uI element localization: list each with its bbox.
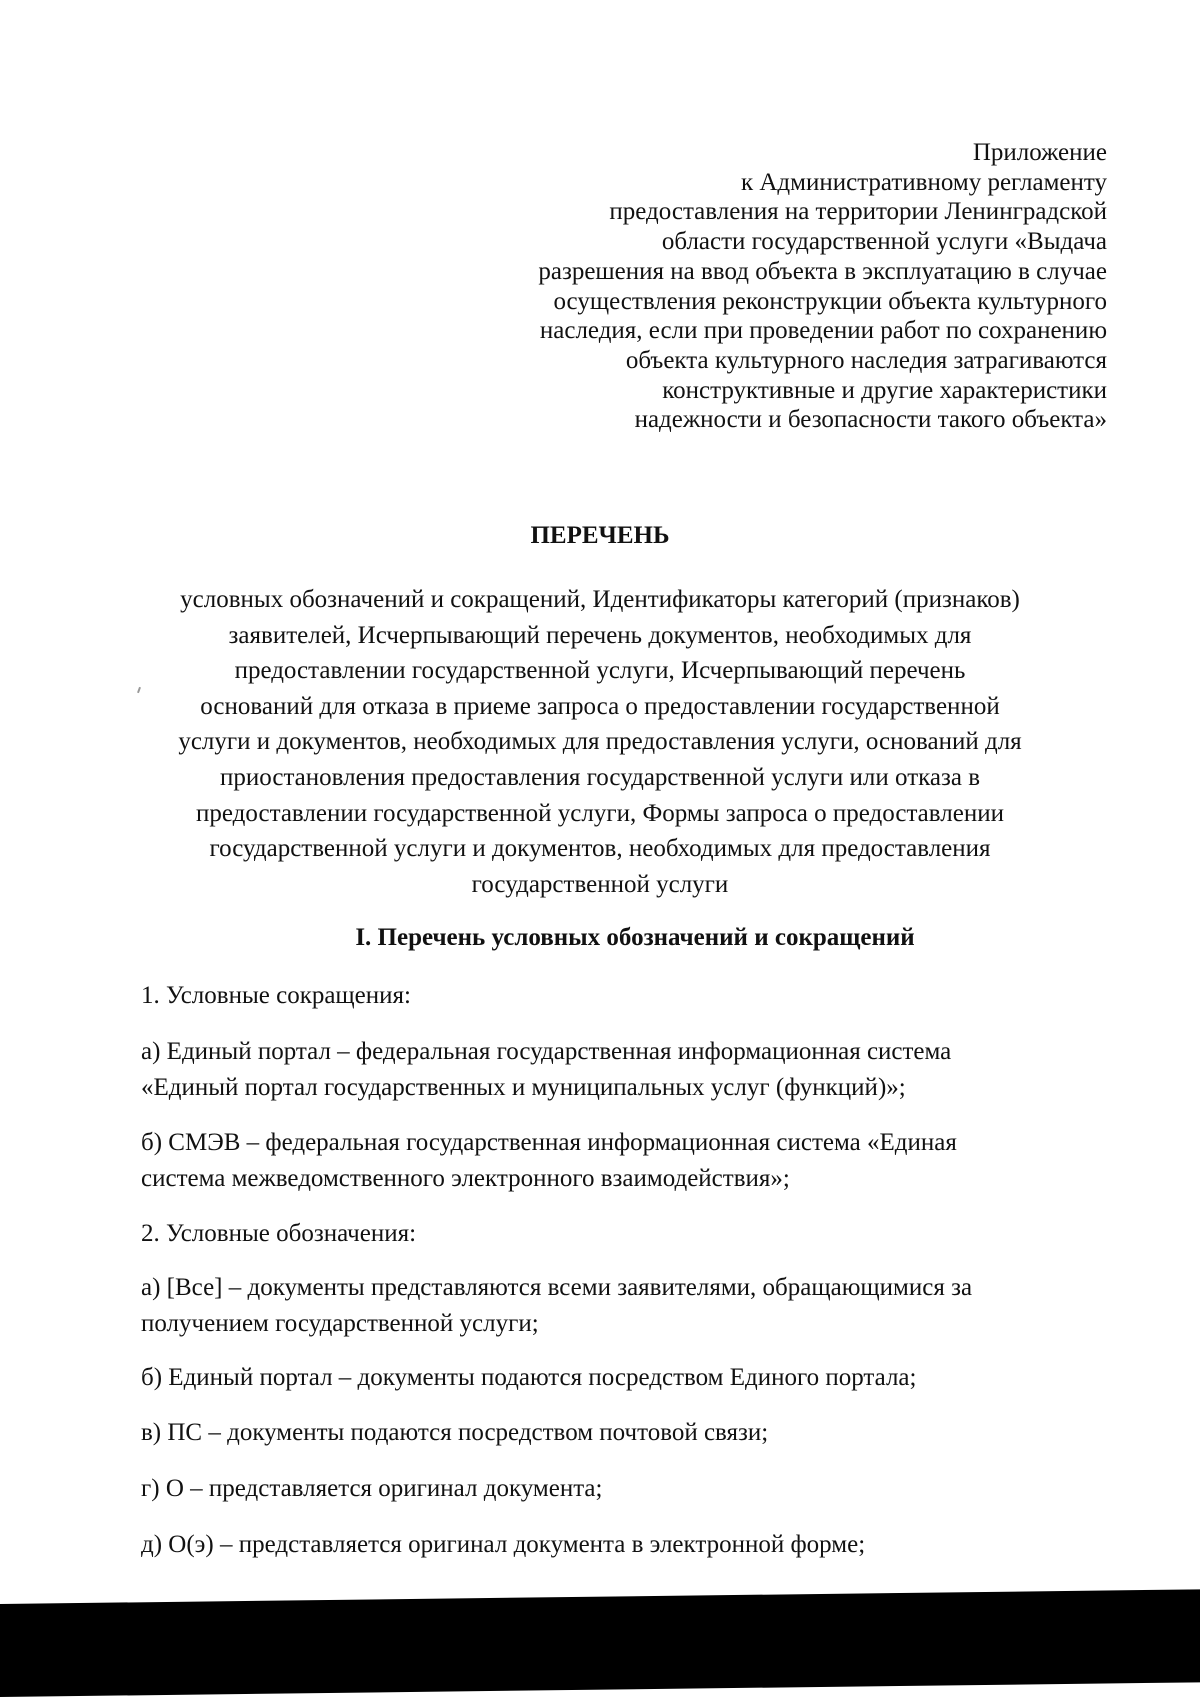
subtitle-line: предоставлении государственной услуги, Исчерпывающий перечень (234, 657, 966, 685)
appendix-line: к Административному регламенту (740, 168, 1107, 196)
subtitle-line: заявителей, Исчерпывающий перечень документов, необходимых для (228, 621, 972, 649)
paragraph-line: получением государственной услуги; (141, 1309, 539, 1337)
subtitle-line: предоставлении государственной услуги, Формы запроса о предоставлении (196, 799, 1004, 827)
paragraph-line: б) СМЭВ – федеральная государственная информационная система «Единая (141, 1129, 957, 1156)
appendix-line: предоставления на территории Ленинградской (609, 198, 1107, 226)
paragraph-designation-portal (141, 1360, 1131, 1396)
appendix-line: Приложение (972, 139, 1107, 166)
subtitle-line: услуги и документов, необходимых для предоставления услуги, оснований для (178, 728, 1022, 756)
document-title: ПЕРЕЧЕНЬ (530, 522, 670, 549)
paragraph-abbreviations-heading (141, 978, 1131, 1014)
paragraph-line: 2. Условные обозначения: (141, 1220, 417, 1247)
paragraph-designations-heading (141, 1216, 1131, 1252)
appendix-line: области государственной услуги «Выдача (661, 228, 1107, 256)
paragraph-designation-original (141, 1471, 1131, 1507)
appendix-line: разрешения на ввод объекта в эксплуатацию в случае (538, 257, 1107, 285)
section-heading: I. Перечень условных обозначений и сокращений (355, 924, 915, 951)
appendix-line: надежности и безопасности такого объекта» (634, 406, 1107, 434)
subtitle-line: государственной услуги и документов, необходимых для предоставления (209, 835, 991, 863)
appendix-line: наследия, если при проведении работ по сохранению (539, 317, 1107, 345)
paragraph-line: система межведомственного электронного взаимодействия»; (141, 1164, 790, 1192)
subtitle-line: государственной услуги (471, 870, 729, 898)
subtitle-line: оснований для отказа в приеме запроса о предоставлении государственной (200, 692, 1000, 720)
paragraph-line: г) О – представляется оригинал документа; (141, 1475, 603, 1502)
scan-border (0, 1589, 1200, 1697)
paragraph-line: 1. Условные сокращения: (141, 982, 411, 1009)
paragraph-line: д) О(э) – представляется оригинал документа в электронной форме; (141, 1531, 866, 1558)
paragraph-abbreviation-portal (141, 1034, 1131, 1105)
appendix-line: конструктивные и другие характеристики (662, 376, 1107, 404)
paragraph-line: б) Единый портал – документы подаются посредством Единого портала; (141, 1364, 917, 1391)
subtitle-line: условных обозначений и сокращений, Идентификаторы категорий (признаков) (180, 586, 1020, 613)
appendix-header (467, 138, 1107, 435)
paragraph-designation-post (141, 1415, 1131, 1451)
paragraph-abbreviation-smev (141, 1125, 1131, 1196)
paragraph-line: а) Единый портал – федеральная государственная информационная система (141, 1038, 952, 1065)
document-subtitle (100, 582, 1100, 902)
paragraph-line: в) ПС – документы подаются посредством почтовой связи; (141, 1419, 769, 1446)
paragraph-line: «Единый портал государственных и муниципальных услуг (функций)»; (141, 1073, 906, 1101)
paragraph-designation-electronic-original (141, 1527, 1131, 1563)
subtitle-line: приостановления предоставления государственной услуги или отказа в (219, 763, 981, 791)
paragraph-line: а) [Все] – документы представляются всеми заявителями, обращающимися за (141, 1274, 973, 1301)
appendix-line: осуществления реконструкции объекта культурного (553, 287, 1107, 315)
paragraph-designation-all (141, 1270, 1131, 1341)
appendix-line: объекта культурного наследия затрагиваются (625, 346, 1107, 374)
